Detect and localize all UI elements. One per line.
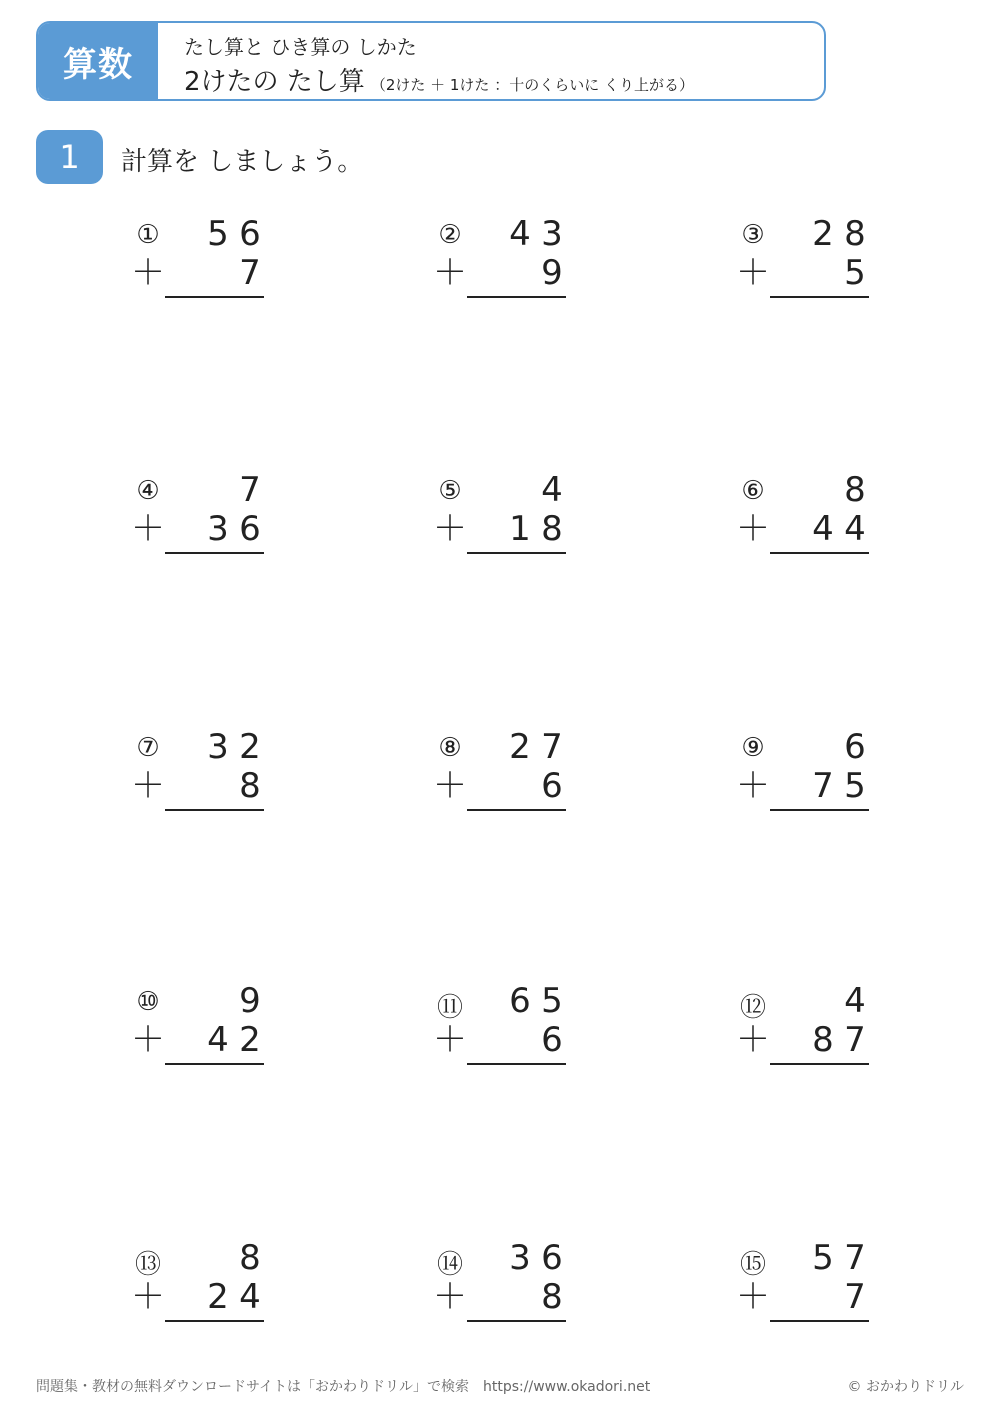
digit: 5 — [844, 253, 866, 293]
answer-line — [770, 552, 869, 554]
digit — [807, 982, 839, 1020]
digit — [504, 471, 536, 509]
instruction-text: 計算を しましょう。 — [121, 147, 364, 177]
digit — [807, 254, 839, 292]
digit: 7 — [812, 766, 834, 806]
plus-sign: ＋ — [433, 1277, 467, 1317]
problem-number: ⑮ — [739, 1250, 766, 1280]
answer-line — [770, 1320, 869, 1322]
problem-item — [433, 470, 613, 566]
problem-number: ⑤ — [438, 476, 462, 506]
problem-number: ⑧ — [438, 733, 462, 763]
lesson-title — [184, 61, 694, 98]
digit — [504, 254, 536, 292]
answer-line — [165, 552, 264, 554]
addend-bottom — [470, 254, 568, 292]
digit: 7 — [239, 470, 261, 510]
digit: 2 — [812, 214, 834, 254]
subject-badge: 算数 — [38, 23, 158, 99]
answer-line — [165, 296, 264, 298]
addend-bottom — [168, 510, 266, 548]
digit: 4 — [844, 509, 866, 549]
plus-sign: ＋ — [736, 766, 770, 806]
addend-bottom — [168, 767, 266, 805]
digit: 1 — [509, 509, 531, 549]
digit: 8 — [239, 766, 261, 806]
addend-top — [470, 982, 568, 1020]
plus-sign: ＋ — [736, 253, 770, 293]
digit: 8 — [541, 509, 563, 549]
answer-line — [467, 296, 566, 298]
problem-number: ② — [438, 220, 462, 250]
digit: 2 — [239, 1020, 261, 1060]
problem-number: ⑩ — [136, 987, 160, 1017]
plus-sign: ＋ — [131, 1277, 165, 1317]
digit — [504, 1278, 536, 1316]
plus-sign: ＋ — [736, 1277, 770, 1317]
answer-line — [165, 1063, 264, 1065]
digit: 4 — [844, 981, 866, 1021]
digit: 7 — [541, 727, 563, 767]
digit: 5 — [207, 214, 229, 254]
addend-bottom — [168, 1021, 266, 1059]
problem-number: ⑪ — [436, 993, 463, 1023]
footer-site-info: 問題集・教材の無料ダウンロードサイトは「おかわりドリル」で検索 https://www.okadori.net — [36, 1379, 651, 1395]
addend-top — [773, 1239, 871, 1277]
digit — [807, 1278, 839, 1316]
digit: 9 — [239, 981, 261, 1021]
answer-line — [770, 809, 869, 811]
problem-number: ③ — [741, 220, 765, 250]
addend-bottom — [773, 767, 871, 805]
plus-sign: ＋ — [131, 253, 165, 293]
digit: 3 — [207, 509, 229, 549]
addend-top — [168, 215, 266, 253]
digit: 3 — [509, 1238, 531, 1278]
digit: 8 — [541, 1277, 563, 1317]
problem-number: ⑫ — [739, 993, 766, 1023]
section-number-badge: 1 — [36, 130, 103, 184]
problem-item — [131, 214, 311, 310]
digit: 6 — [541, 1238, 563, 1278]
addend-bottom — [773, 1021, 871, 1059]
digit: 6 — [509, 981, 531, 1021]
addend-top — [470, 1239, 568, 1277]
digit — [202, 767, 234, 805]
digit: 8 — [812, 1020, 834, 1060]
digit: 3 — [541, 214, 563, 254]
digit: 9 — [541, 253, 563, 293]
answer-line — [770, 1063, 869, 1065]
plus-sign: ＋ — [131, 766, 165, 806]
addend-top — [470, 471, 568, 509]
addend-bottom — [470, 767, 568, 805]
digit: 7 — [844, 1238, 866, 1278]
answer-line — [165, 1320, 264, 1322]
answer-line — [467, 1063, 566, 1065]
digit: 4 — [812, 509, 834, 549]
digit: 6 — [239, 509, 261, 549]
answer-line — [467, 809, 566, 811]
digit: 8 — [844, 470, 866, 510]
addend-top — [168, 471, 266, 509]
answer-line — [165, 809, 264, 811]
digit: 6 — [239, 214, 261, 254]
addend-top — [470, 728, 568, 766]
addend-top — [168, 982, 266, 1020]
digit: 2 — [207, 1277, 229, 1317]
plus-sign: ＋ — [131, 509, 165, 549]
digit — [202, 254, 234, 292]
problem-item — [736, 214, 916, 310]
digit: 4 — [207, 1020, 229, 1060]
problem-item — [736, 981, 916, 1077]
answer-line — [467, 552, 566, 554]
addend-top — [773, 471, 871, 509]
digit — [807, 471, 839, 509]
digit: 3 — [207, 727, 229, 767]
plus-sign: ＋ — [433, 766, 467, 806]
digit: 4 — [239, 1277, 261, 1317]
digit: 7 — [239, 253, 261, 293]
problem-number: ④ — [136, 476, 160, 506]
plus-sign: ＋ — [433, 1020, 467, 1060]
problem-number: ⑦ — [136, 733, 160, 763]
addend-top — [773, 982, 871, 1020]
addend-bottom — [470, 510, 568, 548]
lesson-title-note: （2けた ＋ 1けた ：十のくらいに くり上がる） — [370, 76, 694, 94]
digit — [807, 728, 839, 766]
digit: 7 — [844, 1277, 866, 1317]
footer-copyright: © おかわりドリル — [847, 1379, 964, 1395]
digit: 4 — [509, 214, 531, 254]
problem-number: ① — [136, 220, 160, 250]
addend-bottom — [773, 510, 871, 548]
digit: 2 — [509, 727, 531, 767]
problem-item — [736, 727, 916, 823]
digit: 5 — [541, 981, 563, 1021]
problem-item — [131, 1238, 311, 1334]
addend-bottom — [168, 1278, 266, 1316]
digit: 6 — [541, 1020, 563, 1060]
digit: 4 — [541, 470, 563, 510]
addend-top — [773, 215, 871, 253]
digit — [504, 1021, 536, 1059]
addend-bottom — [470, 1021, 568, 1059]
digit: 8 — [844, 214, 866, 254]
digit — [202, 1239, 234, 1277]
problem-item — [433, 1238, 613, 1334]
answer-line — [467, 1320, 566, 1322]
problem-number: ⑨ — [741, 733, 765, 763]
plus-sign: ＋ — [131, 1020, 165, 1060]
digit: 5 — [844, 766, 866, 806]
problem-item — [736, 1238, 916, 1334]
plus-sign: ＋ — [433, 509, 467, 549]
digit: 2 — [239, 727, 261, 767]
addend-bottom — [168, 254, 266, 292]
addend-top — [773, 728, 871, 766]
digit — [202, 471, 234, 509]
addend-top — [470, 215, 568, 253]
digit — [202, 982, 234, 1020]
problem-number: ⑬ — [134, 1250, 161, 1280]
worksheet-header — [36, 21, 826, 101]
addend-top — [168, 1239, 266, 1277]
problem-item — [131, 981, 311, 1077]
digit — [504, 767, 536, 805]
problem-item — [433, 727, 613, 823]
lesson-title-main: 2けたの たし算 — [184, 67, 365, 97]
digit: 6 — [844, 727, 866, 767]
digit: 8 — [239, 1238, 261, 1278]
digit: 7 — [844, 1020, 866, 1060]
problem-number: ⑥ — [741, 476, 765, 506]
problem-item — [736, 470, 916, 566]
problem-item — [433, 214, 613, 310]
answer-line — [770, 296, 869, 298]
unit-title: たし算と ひき算の しかた — [184, 35, 417, 59]
problem-item — [131, 727, 311, 823]
digit: 5 — [812, 1238, 834, 1278]
addend-bottom — [470, 1278, 568, 1316]
addend-top — [168, 728, 266, 766]
addend-bottom — [773, 1278, 871, 1316]
plus-sign: ＋ — [736, 509, 770, 549]
problem-number: ⑭ — [436, 1250, 463, 1280]
plus-sign: ＋ — [433, 253, 467, 293]
digit: 6 — [541, 766, 563, 806]
problem-item — [131, 470, 311, 566]
addend-bottom — [773, 254, 871, 292]
plus-sign: ＋ — [736, 1020, 770, 1060]
problem-item — [433, 981, 613, 1077]
